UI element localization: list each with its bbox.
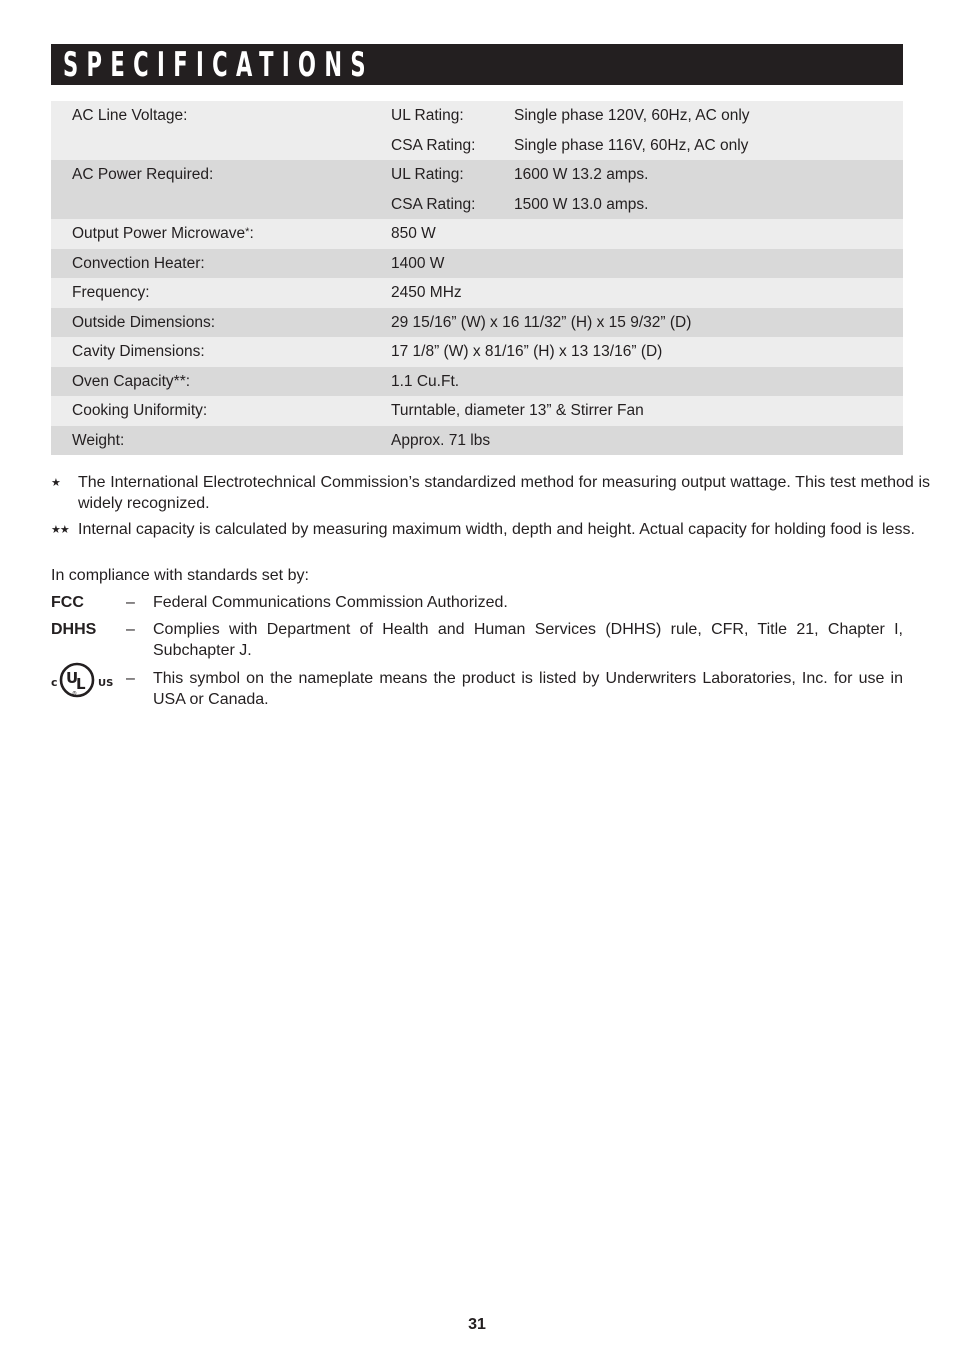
spec-label: Convection Heater: [72, 254, 205, 272]
spec-label-colon: : [249, 225, 254, 242]
csa-rating-label: CSA Rating: [391, 195, 476, 213]
spec-label: Cavity Dimensions: [72, 343, 205, 360]
spec-value: 2450 MHz [391, 284, 462, 301]
page-number: 31 [468, 1316, 486, 1333]
footnote-text: The International Electrotechnical Commission’s standardized method for measuring output wattage. This test method is widely recognized. [78, 474, 930, 512]
footnote-text: Internal capacity is calculated by measuring maximum width, depth and height. Actual capacity for holding food is less. [78, 521, 915, 538]
compliance-intro: In compliance with standards set by: [51, 567, 309, 584]
spec-row-oven-capacity [51, 367, 903, 397]
spec-value: Turntable, diameter 13” & Stirrer Fan [391, 402, 644, 419]
spec-row-output-power [51, 219, 903, 249]
dhhs-description: Complies with Department of Health and Human Services (DHHS) rule, CFR, Title 21, Chapter I, Subchapter J. [153, 621, 903, 659]
footnote-marker: * [245, 226, 250, 238]
footnote-output-power [51, 472, 930, 514]
svg-text:L: L [76, 675, 86, 693]
spec-label: AC Power Required: [72, 166, 214, 183]
dash: – [126, 621, 135, 638]
spec-label: Frequency: [72, 284, 150, 301]
spec-value: 850 W [391, 225, 436, 242]
spec-label [72, 219, 254, 249]
specifications-table [51, 101, 903, 455]
compliance-dhhs [51, 619, 903, 661]
double-star-icon: ★★ [51, 524, 69, 536]
spec-row-outside-dimensions [51, 308, 903, 338]
spec-value: Approx. 71 lbs [391, 431, 491, 449]
fcc-description: Federal Communications Commission Authorized. [153, 594, 508, 611]
section-header [51, 44, 903, 85]
svg-text:US: US [98, 678, 114, 689]
spec-label-text: Output Power Microwave [72, 225, 246, 242]
spec-label: Outside Dimensions: [72, 313, 216, 331]
ul-rating-label: UL Rating: [391, 166, 464, 183]
spec-label: Oven Capacity**: [72, 372, 191, 390]
ul-rating-value: 1600 W 13.2 amps. [514, 166, 649, 183]
ul-rating-value: Single phase 120V, 60Hz, AC only [514, 107, 750, 124]
spec-value: 1400 W [391, 254, 445, 272]
ul-rating-label: UL Rating: [391, 107, 464, 124]
fcc-abbr: FCC [51, 594, 84, 611]
ul-listed-logo-icon [51, 660, 115, 700]
spec-value: 29 15/16” (W) x 16 11/32” (H) x 15 9/32” (D) [391, 313, 692, 331]
footnote-capacity [51, 519, 930, 540]
spec-label: Cooking Uniformity: [72, 402, 208, 419]
spec-label: AC Line Voltage: [72, 107, 188, 124]
dash: – [126, 594, 135, 611]
spec-row-weight [51, 426, 903, 456]
dash: – [126, 670, 135, 687]
ul-description: This symbol on the nameplate means the product is listed by Underwriters Laboratories, Inc. for use in USA or Canada. [153, 670, 903, 708]
spec-label: Weight: [72, 431, 125, 449]
spec-value: 1.1 Cu.Ft. [391, 372, 460, 390]
spec-row-frequency [51, 278, 903, 308]
spec-value: 17 1/8” (W) x 81/16” (H) x 13 13/16” (D) [391, 343, 663, 360]
csa-rating-value: 1500 W 13.0 amps. [514, 195, 649, 213]
csa-rating-value: Single phase 116V, 60Hz, AC only [514, 136, 749, 154]
svg-text:U: U [66, 669, 79, 687]
spec-row-cavity-dimensions [51, 337, 903, 367]
compliance-fcc [51, 592, 903, 613]
spec-row-cooking-uniformity [51, 396, 903, 426]
page-title: SPECIFICATIONS [63, 45, 374, 85]
spec-row-convection-heater [51, 249, 903, 279]
compliance-ul [51, 668, 903, 710]
svg-text:c: c [51, 676, 58, 689]
spec-row-ac-power-required [51, 160, 903, 219]
star-icon: ★ [51, 477, 60, 489]
svg-text:®: ® [72, 691, 77, 697]
spec-row-ac-line-voltage [51, 101, 903, 160]
dhhs-abbr: DHHS [51, 621, 97, 638]
csa-rating-label: CSA Rating: [391, 136, 476, 154]
